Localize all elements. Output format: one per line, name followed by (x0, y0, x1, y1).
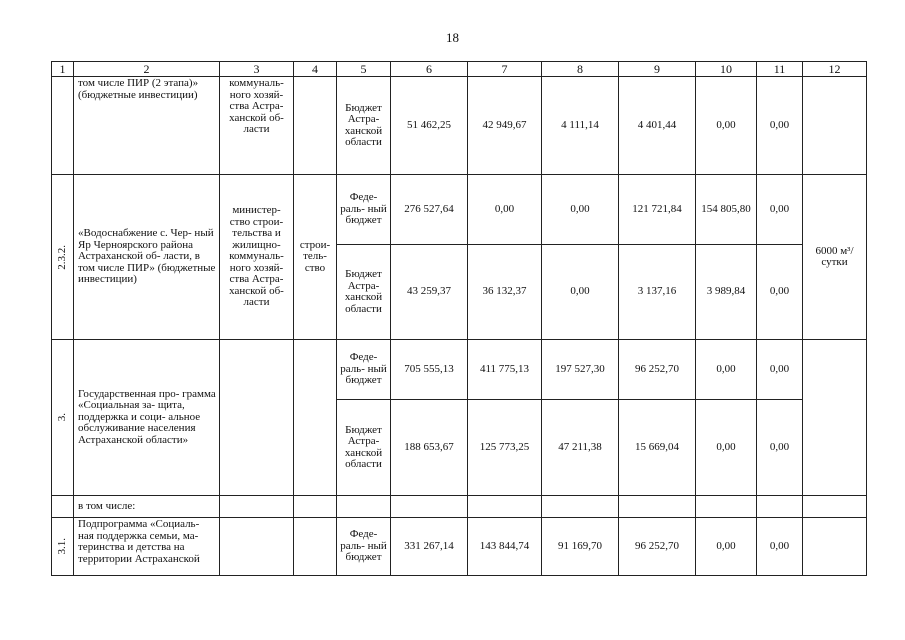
program-name-cell: Подпрограмма «Социаль- ная поддержка семьи, ма- теринства и детства на территории Астраханской (74, 518, 220, 576)
value-cell: 15 669,04 (619, 400, 696, 496)
executor-cell: коммуналь- ного хозяй- ства Астра- ханской об- ласти (220, 77, 294, 175)
value-cell: 0,00 (468, 175, 542, 245)
result-cell (803, 77, 867, 175)
funding-source-cell: Бюджет Астра- ханской области (337, 400, 391, 496)
type-cell (294, 77, 337, 175)
col-header-2: 2 (74, 62, 220, 77)
header-row (52, 62, 867, 77)
value-cell: 197 527,30 (542, 340, 619, 400)
value-cell: 4 111,14 (542, 77, 619, 175)
col-header-8: 8 (542, 62, 619, 77)
value-cell: 411 775,13 (468, 340, 542, 400)
table-row (52, 518, 867, 576)
funding-source-cell: Феде- раль- ный бюджет (337, 340, 391, 400)
type-cell: строи- тель- ство (294, 175, 337, 340)
row-number: 2.3.2. (55, 244, 68, 270)
budget-table (51, 61, 867, 576)
value-cell (696, 496, 757, 518)
value-cell (391, 496, 468, 518)
col-header-9: 9 (619, 62, 696, 77)
value-cell: 91 169,70 (542, 518, 619, 576)
type-cell (294, 340, 337, 496)
executor-cell: министер- ство строи- тельства и жилищно- коммуналь- ного хозяй- ства Астра- ханской об- ласти (220, 175, 294, 340)
value-cell: 96 252,70 (619, 340, 696, 400)
row-number-cell (52, 77, 74, 175)
funding-source-cell (337, 496, 391, 518)
value-cell: 0,00 (696, 518, 757, 576)
value-cell: 125 773,25 (468, 400, 542, 496)
value-cell: 121 721,84 (619, 175, 696, 245)
value-cell: 4 401,44 (619, 77, 696, 175)
value-cell: 51 462,25 (391, 77, 468, 175)
row-number: 3.1. (55, 538, 68, 555)
row-number-cell (52, 175, 74, 340)
type-cell (294, 518, 337, 576)
col-header-12: 12 (803, 62, 867, 77)
executor-cell (220, 340, 294, 496)
value-cell: 3 137,16 (619, 245, 696, 340)
executor-cell (220, 518, 294, 576)
result-cell: 6000 м³/ сутки (803, 175, 867, 340)
value-cell: 0,00 (696, 400, 757, 496)
col-header-3: 3 (220, 62, 294, 77)
program-name-cell: том числе ПИР (2 этапа)» (бюджетные инвестиции) (74, 77, 220, 175)
col-header-5: 5 (337, 62, 391, 77)
value-cell: 0,00 (757, 245, 803, 340)
result-cell (803, 496, 867, 518)
funding-source-cell: Бюджет Астра- ханской области (337, 245, 391, 340)
value-cell: 188 653,67 (391, 400, 468, 496)
result-cell (803, 340, 867, 496)
value-cell: 0,00 (757, 340, 803, 400)
col-header-1: 1 (52, 62, 74, 77)
value-cell (619, 496, 696, 518)
col-header-4: 4 (294, 62, 337, 77)
value-cell: 0,00 (542, 175, 619, 245)
value-cell: 42 949,67 (468, 77, 542, 175)
subheading-cell: в том числе: (74, 496, 220, 518)
value-cell: 276 527,64 (391, 175, 468, 245)
program-name-cell: «Водоснабжение с. Чер- ный Яр Черноярского района Астраханской об- ласти, в том числе ПИР» (бюджетные инвестиции) (74, 175, 220, 340)
value-cell: 0,00 (757, 175, 803, 245)
value-cell: 0,00 (542, 245, 619, 340)
funding-source-cell: Бюджет Астра- ханской области (337, 77, 391, 175)
value-cell: 3 989,84 (696, 245, 757, 340)
value-cell: 47 211,38 (542, 400, 619, 496)
result-cell (803, 518, 867, 576)
value-cell: 36 132,37 (468, 245, 542, 340)
funding-source-cell: Феде- раль- ный бюджет (337, 175, 391, 245)
value-cell: 0,00 (757, 77, 803, 175)
table-row (52, 340, 867, 400)
page-number: 18 (446, 30, 459, 45)
value-cell (757, 496, 803, 518)
value-cell: 705 555,13 (391, 340, 468, 400)
col-header-7: 7 (468, 62, 542, 77)
table-row (52, 77, 867, 175)
value-cell: 331 267,14 (391, 518, 468, 576)
table-row (52, 496, 867, 518)
row-number: 3. (55, 413, 68, 422)
col-header-10: 10 (696, 62, 757, 77)
value-cell: 0,00 (757, 400, 803, 496)
value-cell: 0,00 (696, 77, 757, 175)
table-row (52, 175, 867, 245)
col-header-6: 6 (391, 62, 468, 77)
value-cell: 154 805,80 (696, 175, 757, 245)
col-header-11: 11 (757, 62, 803, 77)
program-name-cell: Государственная про- грамма «Социальная за- щита, поддержка и соци- альное обслуживание населения Астраханской области» (74, 340, 220, 496)
value-cell: 96 252,70 (619, 518, 696, 576)
type-cell (294, 496, 337, 518)
row-number-cell (52, 496, 74, 518)
value-cell: 43 259,37 (391, 245, 468, 340)
value-cell (468, 496, 542, 518)
funding-source-cell: Феде- раль- ный бюджет (337, 518, 391, 576)
executor-cell (220, 496, 294, 518)
row-number-cell (52, 340, 74, 496)
row-number-cell (52, 518, 74, 576)
value-cell: 143 844,74 (468, 518, 542, 576)
value-cell: 0,00 (696, 340, 757, 400)
value-cell (542, 496, 619, 518)
value-cell: 0,00 (757, 518, 803, 576)
